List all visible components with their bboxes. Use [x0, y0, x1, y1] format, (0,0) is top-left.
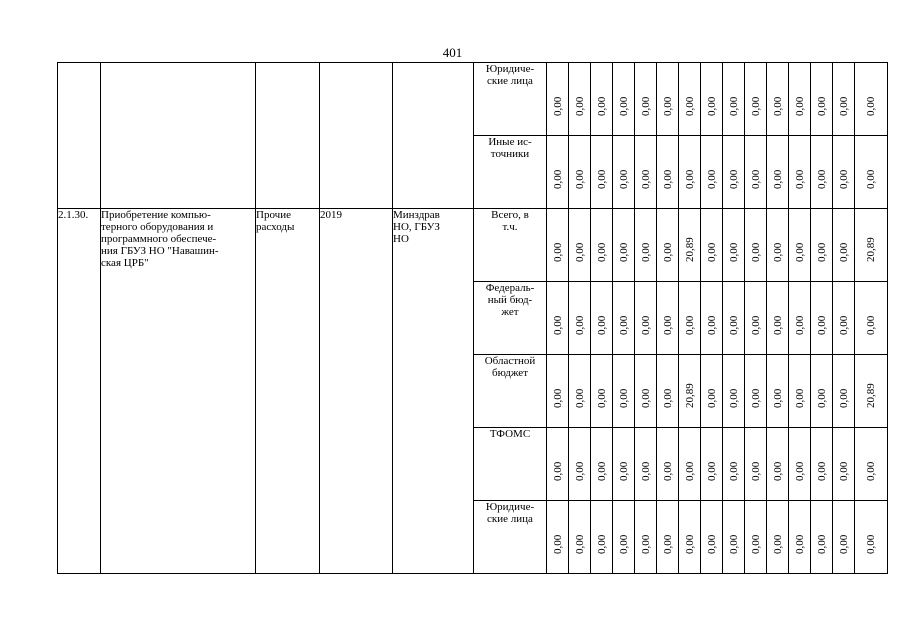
value-cell [591, 282, 613, 355]
text-line: НО, ГБУЗ [393, 221, 440, 233]
value-text: 0,00 [865, 461, 877, 481]
value-text: 0,00 [865, 315, 877, 335]
value-text: 0,00 [727, 461, 740, 481]
value-cell [569, 355, 591, 428]
value-cell [547, 209, 569, 282]
value-text: 0,00 [749, 169, 762, 189]
value-cell [723, 209, 745, 282]
value-text: 0,00 [617, 315, 630, 335]
value-cell [789, 63, 811, 136]
text-line: бюджет [492, 367, 528, 379]
value-cell [855, 63, 888, 136]
value-cell [635, 501, 657, 574]
value-text: 0,00 [815, 169, 828, 189]
value-cell [833, 282, 855, 355]
executor-cell [393, 209, 474, 574]
value-text: 20,89 [683, 383, 696, 408]
value-cell [679, 209, 701, 282]
value-text: 0,00 [749, 388, 762, 408]
value-text: 0,00 [661, 242, 674, 262]
budget-table [57, 62, 888, 574]
value-cell [701, 282, 723, 355]
value-text: 0,00 [727, 169, 740, 189]
value-cell [635, 355, 657, 428]
value-cell [547, 428, 569, 501]
value-cell [855, 355, 888, 428]
value-text: 0,00 [617, 388, 630, 408]
value-text: 0,00 [771, 388, 784, 408]
value-text: 0,00 [815, 461, 828, 481]
value-text: 0,00 [793, 315, 806, 335]
value-cell [811, 355, 833, 428]
value-cell [745, 355, 767, 428]
value-cell [811, 282, 833, 355]
value-cell [767, 282, 789, 355]
value-text: 0,00 [705, 169, 718, 189]
value-text: 0,00 [551, 96, 564, 116]
value-text: 20,89 [865, 383, 877, 408]
text-line: терного оборудования и [101, 221, 214, 233]
value-text: 0,00 [617, 534, 630, 554]
value-text: 0,00 [815, 96, 828, 116]
value-text: 0,00 [683, 315, 696, 335]
value-text: 0,00 [705, 534, 718, 554]
value-cell [701, 63, 723, 136]
value-cell [569, 209, 591, 282]
value-text: 0,00 [837, 315, 850, 335]
value-cell [745, 428, 767, 501]
value-cell [833, 428, 855, 501]
value-cell [613, 428, 635, 501]
value-text: 0,00 [595, 461, 608, 481]
text-line: Всего, в [491, 209, 529, 221]
value-cell [569, 501, 591, 574]
value-cell [613, 63, 635, 136]
value-cell [855, 501, 888, 574]
value-text: 0,00 [617, 169, 630, 189]
value-cell [745, 282, 767, 355]
value-cell [789, 209, 811, 282]
value-text: 20,89 [865, 237, 877, 262]
value-text: 0,00 [573, 534, 586, 554]
expense-type-cell [256, 63, 320, 209]
value-cell [701, 355, 723, 428]
value-text: 0,00 [639, 169, 652, 189]
value-cell [745, 501, 767, 574]
value-text: 0,00 [661, 96, 674, 116]
page-number: 401 [442, 45, 463, 60]
value-text: 0,00 [639, 461, 652, 481]
value-text: 0,00 [683, 461, 696, 481]
value-text: 0,00 [661, 534, 674, 554]
value-cell [613, 136, 635, 209]
value-cell [657, 282, 679, 355]
value-text: 0,00 [639, 315, 652, 335]
value-text: 0,00 [771, 96, 784, 116]
value-text: 0,00 [793, 96, 806, 116]
value-text: 0,00 [573, 315, 586, 335]
value-cell [591, 136, 613, 209]
value-text: 0,00 [683, 169, 696, 189]
value-cell [811, 136, 833, 209]
value-text: 0,00 [595, 315, 608, 335]
value-text: 0,00 [815, 534, 828, 554]
source-cell [474, 355, 547, 428]
year-cell [320, 63, 393, 209]
value-cell [613, 209, 635, 282]
text-line: Приобретение компью- [101, 209, 211, 221]
value-text: 0,00 [639, 388, 652, 408]
value-cell [569, 428, 591, 501]
value-text: 0,00 [595, 242, 608, 262]
value-cell [547, 355, 569, 428]
value-text: 0,00 [573, 169, 586, 189]
value-cell [833, 355, 855, 428]
value-cell [657, 63, 679, 136]
item-number: 2.1.30. [58, 209, 89, 221]
value-cell [701, 428, 723, 501]
value-cell [679, 63, 701, 136]
value-text: 0,00 [727, 315, 740, 335]
value-cell [679, 355, 701, 428]
value-text: 0,00 [793, 388, 806, 408]
value-cell [613, 501, 635, 574]
value-cell [635, 282, 657, 355]
text-line: Юридиче- [485, 501, 535, 513]
value-cell [811, 63, 833, 136]
source-cell [474, 282, 547, 355]
value-cell [811, 209, 833, 282]
text-line: расходы [256, 221, 295, 233]
table-row [58, 63, 888, 136]
value-text: 0,00 [551, 242, 564, 262]
value-text: 0,00 [793, 534, 806, 554]
value-cell [767, 355, 789, 428]
value-text: 0,00 [573, 461, 586, 481]
value-text: 0,00 [793, 461, 806, 481]
value-text: 0,00 [639, 242, 652, 262]
value-text: 0,00 [727, 388, 740, 408]
value-cell [833, 501, 855, 574]
value-text: 0,00 [683, 534, 696, 554]
value-cell [657, 428, 679, 501]
value-text: 0,00 [705, 96, 718, 116]
value-text: 0,00 [595, 388, 608, 408]
value-cell [745, 63, 767, 136]
value-text: 0,00 [837, 388, 850, 408]
value-cell [701, 501, 723, 574]
value-cell [855, 136, 888, 209]
value-text: 0,00 [865, 534, 877, 554]
executor-cell [393, 63, 474, 209]
value-cell [701, 136, 723, 209]
value-text: 0,00 [661, 169, 674, 189]
value-text: 0,00 [661, 315, 674, 335]
source-cell [474, 209, 547, 282]
value-cell [679, 428, 701, 501]
text-line: Юридиче- [485, 63, 535, 75]
value-text: 0,00 [815, 242, 828, 262]
value-cell [723, 63, 745, 136]
value-text: 0,00 [771, 242, 784, 262]
value-text: 0,00 [727, 534, 740, 554]
source-cell [474, 501, 547, 574]
value-cell [811, 501, 833, 574]
item-name-cell [101, 209, 256, 574]
text-line: Минздрав [393, 209, 440, 221]
value-text: 0,00 [815, 315, 828, 335]
value-cell [679, 136, 701, 209]
value-text: 0,00 [865, 169, 877, 189]
text-line: ская ЦРБ" [101, 257, 149, 269]
value-cell [657, 501, 679, 574]
value-cell [569, 136, 591, 209]
value-cell [811, 428, 833, 501]
value-text: 0,00 [837, 461, 850, 481]
value-text: 0,00 [595, 169, 608, 189]
value-text: 0,00 [551, 461, 564, 481]
value-cell [723, 282, 745, 355]
value-cell [789, 136, 811, 209]
value-cell [745, 136, 767, 209]
value-text: 0,00 [573, 242, 586, 262]
value-cell [767, 136, 789, 209]
value-cell [723, 501, 745, 574]
value-text: 0,00 [793, 242, 806, 262]
value-text: 0,00 [617, 96, 630, 116]
value-cell [789, 282, 811, 355]
value-cell [789, 501, 811, 574]
value-cell [635, 63, 657, 136]
value-cell [547, 501, 569, 574]
value-text: 0,00 [837, 169, 850, 189]
value-cell [767, 501, 789, 574]
value-text: 0,00 [617, 461, 630, 481]
value-text: 0,00 [837, 96, 850, 116]
value-cell [635, 428, 657, 501]
value-cell [613, 282, 635, 355]
value-cell [569, 63, 591, 136]
text-line: жет [501, 306, 519, 318]
value-text: 0,00 [749, 242, 762, 262]
value-text: 0,00 [837, 534, 850, 554]
value-cell [833, 63, 855, 136]
value-cell [855, 428, 888, 501]
value-cell [547, 63, 569, 136]
value-cell [723, 428, 745, 501]
value-cell [789, 428, 811, 501]
value-text: 0,00 [551, 169, 564, 189]
value-text: 0,00 [661, 388, 674, 408]
year-value: 2019 [320, 209, 342, 221]
value-cell [833, 209, 855, 282]
value-cell [855, 282, 888, 355]
value-cell [767, 63, 789, 136]
value-text: 0,00 [749, 461, 762, 481]
value-text: 0,00 [771, 315, 784, 335]
text-line: точники [490, 148, 530, 160]
source-cell [474, 428, 547, 501]
text-line: ТФОМС [489, 428, 531, 440]
value-cell [613, 355, 635, 428]
value-cell [591, 209, 613, 282]
value-cell [657, 209, 679, 282]
text-line: ские лица [487, 513, 533, 525]
name-cell [101, 63, 256, 209]
text-line: программного обеспече- [101, 233, 217, 245]
value-text: 0,00 [727, 96, 740, 116]
item-number-cell [58, 209, 101, 574]
value-cell [657, 355, 679, 428]
value-cell [547, 136, 569, 209]
value-text: 0,00 [661, 461, 674, 481]
value-cell [723, 136, 745, 209]
value-cell [745, 209, 767, 282]
value-cell [591, 355, 613, 428]
text-line: Иные ис- [488, 136, 532, 148]
value-text: 0,00 [551, 388, 564, 408]
table-row [58, 209, 888, 282]
year-cell [320, 209, 393, 574]
value-cell [679, 501, 701, 574]
text-line: Федераль- [485, 282, 535, 294]
value-cell [591, 63, 613, 136]
value-text: 0,00 [551, 315, 564, 335]
value-text: 0,00 [573, 96, 586, 116]
value-text: 0,00 [551, 534, 564, 554]
value-cell [789, 355, 811, 428]
value-text: 0,00 [705, 242, 718, 262]
value-text: 0,00 [749, 315, 762, 335]
value-cell [569, 282, 591, 355]
value-cell [657, 136, 679, 209]
value-text: 0,00 [771, 461, 784, 481]
value-text: 0,00 [617, 242, 630, 262]
text-line: Прочие [256, 209, 291, 221]
value-text: 0,00 [771, 169, 784, 189]
text-line: НО [393, 233, 409, 245]
text-line: ный бюд- [487, 294, 533, 306]
expense-type-cell [256, 209, 320, 574]
value-text: 0,00 [595, 534, 608, 554]
value-text: 0,00 [683, 96, 696, 116]
text-line: Областной [484, 355, 536, 367]
value-text: 0,00 [573, 388, 586, 408]
value-text: 0,00 [749, 96, 762, 116]
value-text: 0,00 [705, 461, 718, 481]
value-cell [833, 136, 855, 209]
value-cell [767, 428, 789, 501]
value-text: 0,00 [595, 96, 608, 116]
number-cell [58, 63, 101, 209]
text-line: ния ГБУЗ НО "Навашин- [101, 245, 219, 257]
text-line: т.ч. [502, 221, 518, 233]
value-cell [723, 355, 745, 428]
value-cell [591, 501, 613, 574]
value-text: 0,00 [771, 534, 784, 554]
value-cell [767, 209, 789, 282]
value-text: 0,00 [815, 388, 828, 408]
value-text: 0,00 [639, 96, 652, 116]
value-cell [635, 209, 657, 282]
value-text: 0,00 [705, 388, 718, 408]
value-cell [679, 282, 701, 355]
value-cell [635, 136, 657, 209]
value-text: 0,00 [705, 315, 718, 335]
value-text: 0,00 [639, 534, 652, 554]
value-text: 20,89 [683, 237, 696, 262]
value-cell [547, 282, 569, 355]
source-cell [474, 136, 547, 209]
value-cell [855, 209, 888, 282]
value-text: 0,00 [793, 169, 806, 189]
text-line: ские лица [487, 75, 533, 87]
source-cell [474, 63, 547, 136]
value-cell [701, 209, 723, 282]
value-cell [591, 428, 613, 501]
value-text: 0,00 [837, 242, 850, 262]
value-text: 0,00 [727, 242, 740, 262]
value-text: 0,00 [865, 96, 877, 116]
value-text: 0,00 [749, 534, 762, 554]
